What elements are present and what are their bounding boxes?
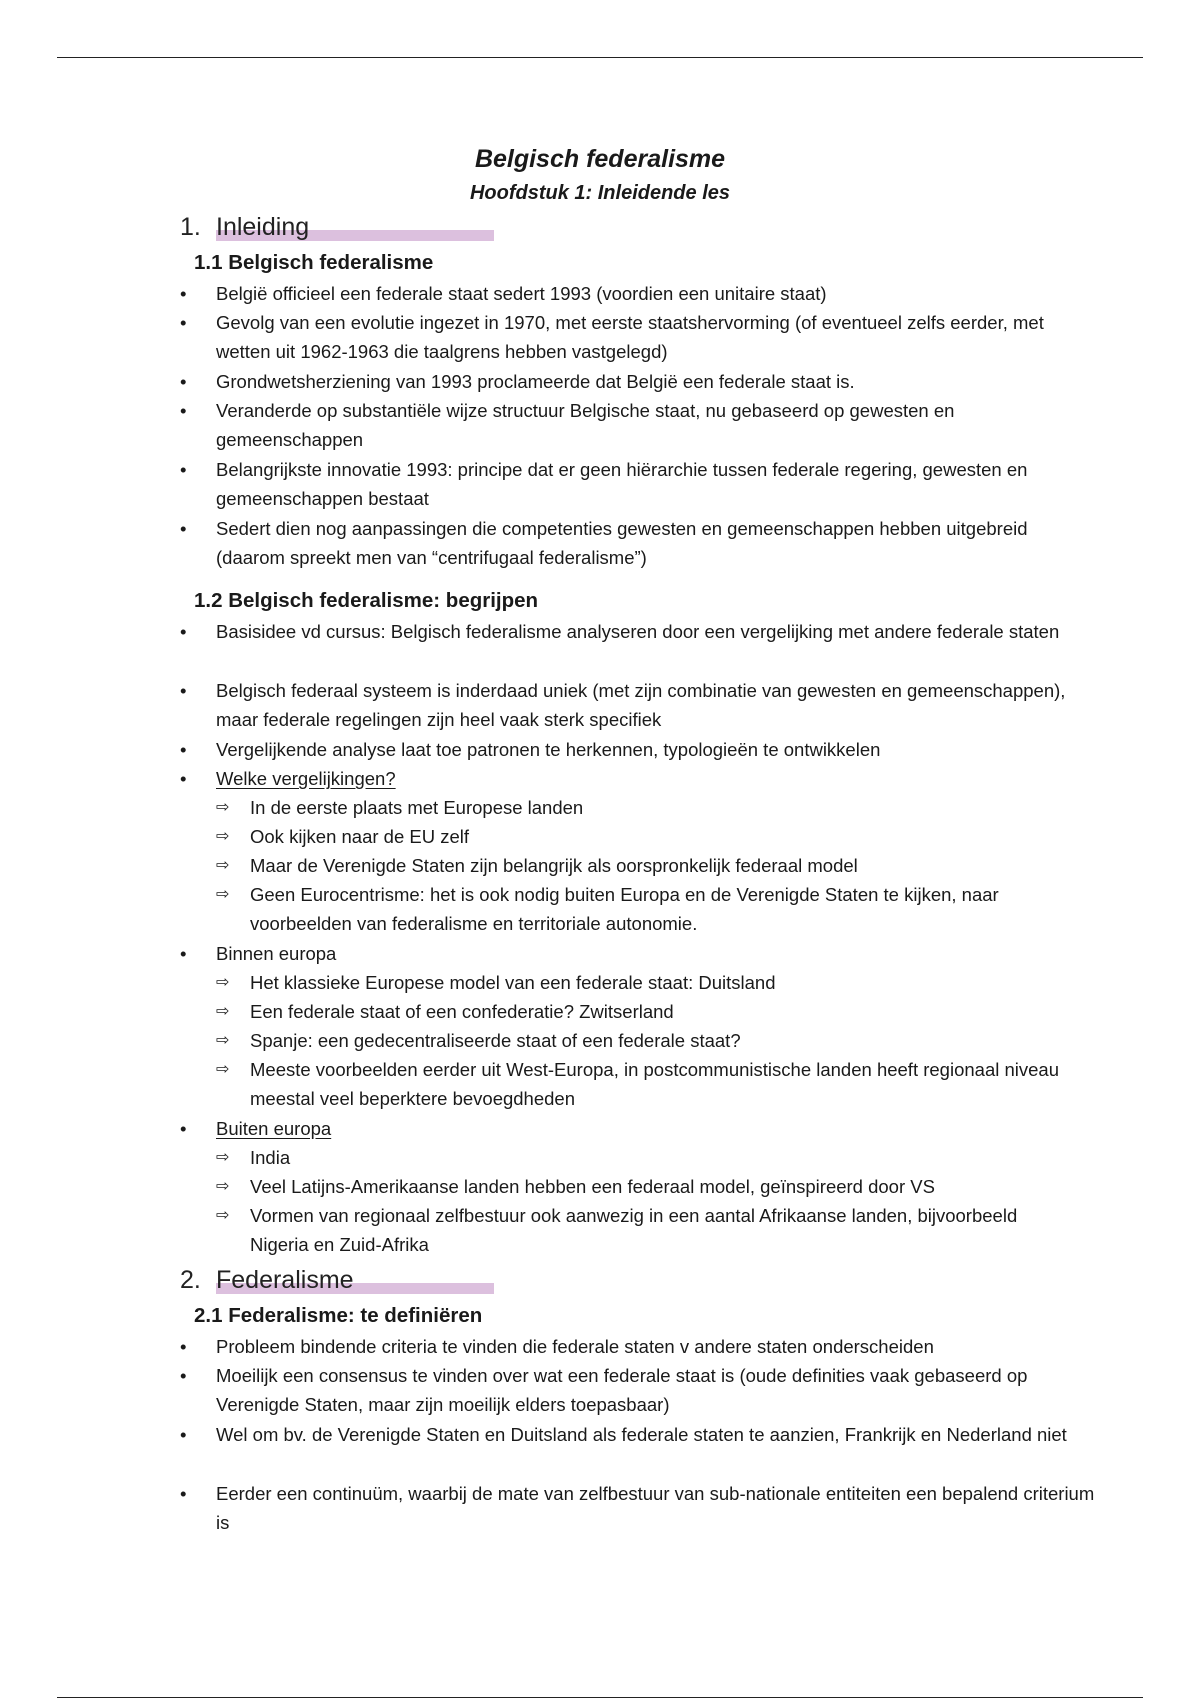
document-subtitle: Hoofdstuk 1: Inleidende les <box>469 182 731 204</box>
bullet-icon: • <box>180 621 187 642</box>
bullet-icon: • <box>180 371 187 392</box>
bullet-icon: • <box>180 518 187 539</box>
section-title: Inleiding <box>216 213 310 241</box>
section-heading-inleiding <box>180 213 309 242</box>
top-rule <box>57 57 1143 58</box>
arrow-icon: ⇨ <box>216 974 230 991</box>
arrow-icon: ⇨ <box>216 1003 230 1020</box>
bullet-icon: • <box>180 1365 187 1386</box>
bullet-icon: • <box>180 312 187 333</box>
bullet-icon: • <box>180 1336 187 1357</box>
arrow-icon: ⇨ <box>216 1207 230 1224</box>
bullet-icon: • <box>180 739 187 760</box>
arrow-icon: ⇨ <box>216 886 230 903</box>
section-heading-federalisme <box>180 1266 354 1295</box>
bullet-icon: • <box>180 680 187 701</box>
section-number: 1. <box>180 213 201 241</box>
bullet-icon: • <box>180 283 187 304</box>
bullet-icon: • <box>180 1424 187 1445</box>
bottom-rule <box>57 1697 1143 1698</box>
arrow-icon: ⇨ <box>216 799 230 816</box>
section-title: Federalisme <box>216 1266 354 1294</box>
arrow-icon: ⇨ <box>216 1061 230 1078</box>
bullet-icon: • <box>180 768 187 789</box>
arrow-icon: ⇨ <box>216 1178 230 1195</box>
subsection-heading: 1.1 Belgisch federalisme <box>194 251 434 274</box>
arrow-icon: ⇨ <box>216 857 230 874</box>
subsection-heading: 2.1 Federalisme: te definiëren <box>194 1304 483 1327</box>
subsection-heading: 1.2 Belgisch federalisme: begrijpen <box>194 589 539 612</box>
arrow-icon: ⇨ <box>216 828 230 845</box>
bullet-icon: • <box>180 1118 187 1139</box>
document-title: Belgisch federalisme <box>474 145 726 173</box>
bullet-icon: • <box>180 400 187 421</box>
bullet-icon: • <box>180 1483 187 1504</box>
section-number: 2. <box>180 1266 201 1294</box>
bullet-icon: • <box>180 943 187 964</box>
bullet-icon: • <box>180 459 187 480</box>
arrow-icon: ⇨ <box>216 1149 230 1166</box>
arrow-icon: ⇨ <box>216 1032 230 1049</box>
